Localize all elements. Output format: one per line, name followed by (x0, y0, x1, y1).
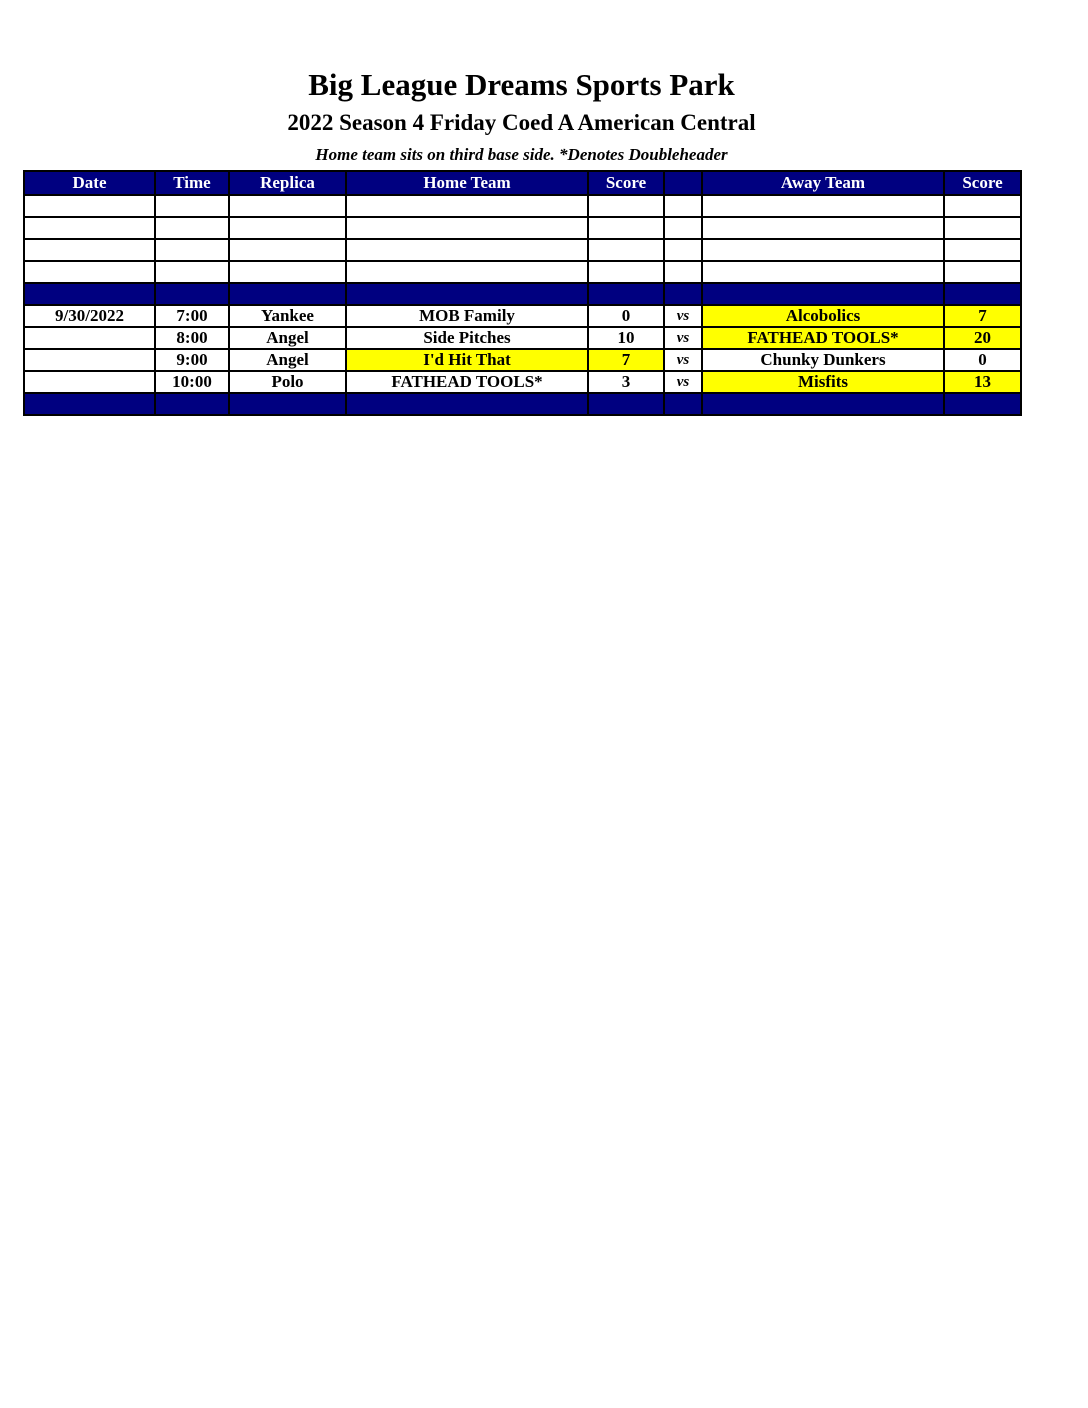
empty-cell (229, 261, 346, 283)
game-field: Angel (229, 349, 346, 371)
column-header-home-score: Score (588, 171, 664, 195)
empty-cell (664, 261, 702, 283)
band-cell (155, 393, 229, 415)
vs-label: vs (664, 349, 702, 371)
game-date (24, 349, 155, 371)
home-score: 3 (588, 371, 664, 393)
empty-cell (346, 261, 588, 283)
home-score: 10 (588, 327, 664, 349)
empty-cell (24, 195, 155, 217)
page-subtitle: 2022 Season 4 Friday Coed A American Central (287, 110, 756, 135)
column-header-home-team: Home Team (346, 171, 588, 195)
column-header-vs (664, 171, 702, 195)
band-cell (944, 393, 1021, 415)
game-row (24, 349, 1021, 371)
column-header-replica: Replica (229, 171, 346, 195)
band-cell (588, 393, 664, 415)
empty-cell (944, 239, 1021, 261)
page-title: Big League Dreams Sports Park (308, 67, 735, 102)
empty-cell (588, 217, 664, 239)
vs-label: vs (664, 305, 702, 327)
game-row (24, 305, 1021, 327)
empty-cell (24, 217, 155, 239)
band-cell (24, 283, 155, 305)
away-team: FATHEAD TOOLS* (702, 327, 944, 349)
away-score: 20 (944, 327, 1021, 349)
empty-cell (664, 195, 702, 217)
band-cell (588, 283, 664, 305)
away-score: 0 (944, 349, 1021, 371)
game-field: Polo (229, 371, 346, 393)
column-header-away-team: Away Team (702, 171, 944, 195)
band-cell (944, 283, 1021, 305)
vs-label: vs (664, 327, 702, 349)
band-cell (702, 393, 944, 415)
column-header-time: Time (155, 171, 229, 195)
empty-cell (229, 195, 346, 217)
game-time: 10:00 (155, 371, 229, 393)
game-field: Yankee (229, 305, 346, 327)
game-time: 8:00 (155, 327, 229, 349)
empty-row (24, 261, 1021, 283)
empty-cell (229, 217, 346, 239)
home-team: Side Pitches (346, 327, 588, 349)
vs-label: vs (664, 371, 702, 393)
separator-band (24, 283, 1021, 305)
band-cell (229, 393, 346, 415)
empty-cell (346, 217, 588, 239)
band-cell (229, 283, 346, 305)
band-cell (346, 283, 588, 305)
empty-row (24, 217, 1021, 239)
home-score: 7 (588, 349, 664, 371)
empty-cell (944, 217, 1021, 239)
empty-cell (944, 261, 1021, 283)
separator-band (24, 393, 1021, 415)
empty-cell (346, 239, 588, 261)
empty-cell (702, 195, 944, 217)
game-time: 9:00 (155, 349, 229, 371)
empty-cell (702, 239, 944, 261)
empty-cell (155, 261, 229, 283)
game-row (24, 371, 1021, 393)
game-date (24, 371, 155, 393)
column-header-away-score: Score (944, 171, 1021, 195)
column-header-date: Date (24, 171, 155, 195)
game-date: 9/30/2022 (24, 305, 155, 327)
table-header-row (24, 171, 1021, 195)
band-cell (664, 283, 702, 305)
empty-row (24, 239, 1021, 261)
empty-cell (702, 261, 944, 283)
band-cell (664, 393, 702, 415)
empty-row (24, 195, 1021, 217)
empty-cell (664, 217, 702, 239)
empty-cell (588, 261, 664, 283)
away-score: 13 (944, 371, 1021, 393)
home-team: FATHEAD TOOLS* (346, 371, 588, 393)
empty-cell (24, 261, 155, 283)
home-team: MOB Family (346, 305, 588, 327)
empty-cell (944, 195, 1021, 217)
schedule-table (23, 170, 1022, 416)
empty-cell (155, 239, 229, 261)
band-cell (24, 393, 155, 415)
empty-cell (24, 239, 155, 261)
away-team: Alcobolics (702, 305, 944, 327)
away-team: Misfits (702, 371, 944, 393)
game-date (24, 327, 155, 349)
empty-cell (702, 217, 944, 239)
away-score: 7 (944, 305, 1021, 327)
home-team: I'd Hit That (346, 349, 588, 371)
away-team: Chunky Dunkers (702, 349, 944, 371)
empty-cell (588, 195, 664, 217)
empty-cell (588, 239, 664, 261)
band-cell (155, 283, 229, 305)
empty-cell (155, 217, 229, 239)
empty-cell (155, 195, 229, 217)
empty-cell (346, 195, 588, 217)
game-row (24, 327, 1021, 349)
schedule-note: Home team sits on third base side. *Denotes Doubleheader (315, 145, 728, 164)
empty-cell (664, 239, 702, 261)
home-score: 0 (588, 305, 664, 327)
game-field: Angel (229, 327, 346, 349)
band-cell (346, 393, 588, 415)
empty-cell (229, 239, 346, 261)
game-time: 7:00 (155, 305, 229, 327)
band-cell (702, 283, 944, 305)
